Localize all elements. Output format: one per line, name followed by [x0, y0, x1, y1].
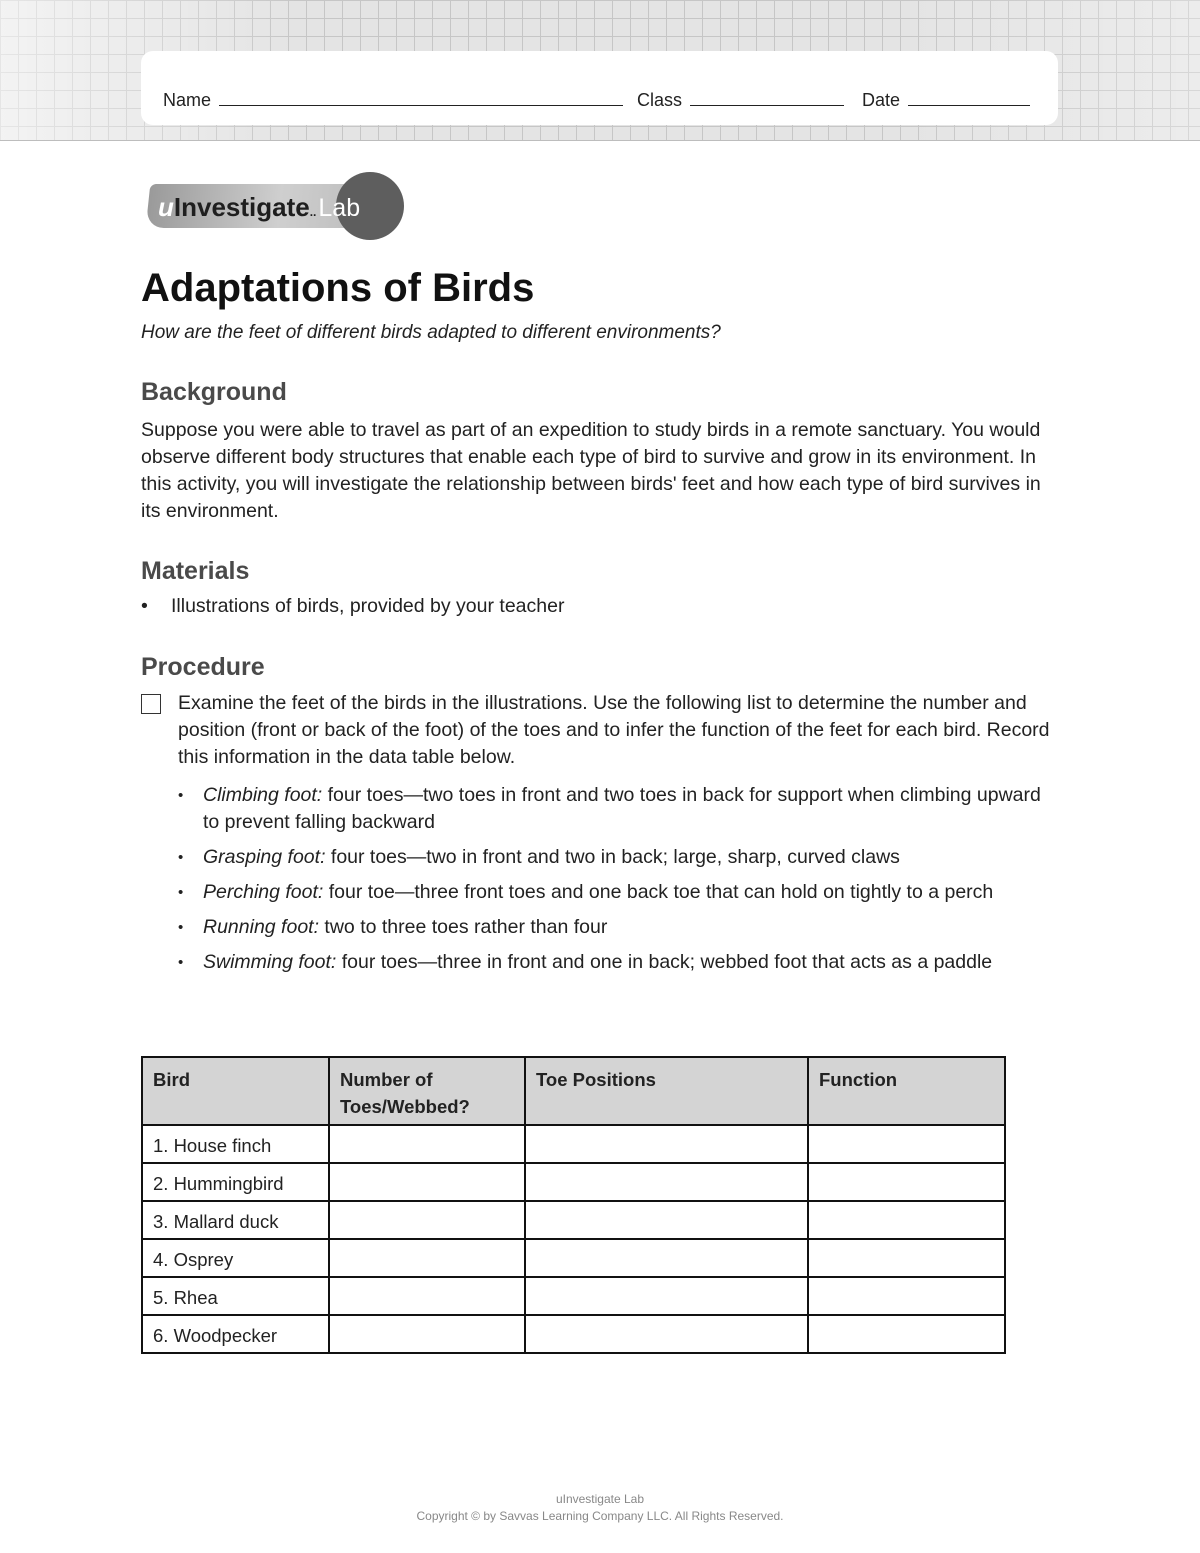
table-cell-toes[interactable] [329, 1125, 525, 1163]
table-cell-bird: 1. House finch [142, 1125, 329, 1163]
table-header-bird: Bird [142, 1057, 329, 1125]
table-cell-bird: 4. Osprey [142, 1239, 329, 1277]
table-cell-bird: 2. Hummingbird [142, 1163, 329, 1201]
table-header-positions: Toe Positions [525, 1057, 808, 1125]
table-cell-positions[interactable] [525, 1125, 808, 1163]
footer-lab-name: uInvestigate Lab [555, 1492, 645, 1506]
header-band [0, 0, 1200, 141]
table-cell-positions[interactable] [525, 1163, 808, 1201]
table-cell-function[interactable] [808, 1315, 1005, 1353]
table-cell-toes[interactable] [329, 1277, 525, 1315]
list-item: • Grasping foot: four toes—two in front and two in back; large, sharp, curved claws [178, 844, 1058, 871]
table-cell-function[interactable] [808, 1163, 1005, 1201]
materials-item: • Illustrations of birds, provided by your teacher [141, 595, 565, 617]
table-cell-positions[interactable] [525, 1315, 808, 1353]
table-cell-function[interactable] [808, 1201, 1005, 1239]
table-row [142, 1125, 1005, 1163]
table-header-row [142, 1057, 1005, 1125]
table-cell-function[interactable] [808, 1125, 1005, 1163]
table-cell-bird: 6. Woodpecker [142, 1315, 329, 1353]
table-cell-function[interactable] [808, 1239, 1005, 1277]
table-cell-bird: 5. Rhea [142, 1277, 329, 1315]
table-cell-bird: 3. Mallard duck [142, 1201, 329, 1239]
table-cell-positions[interactable] [525, 1239, 808, 1277]
procedure-step-checkbox[interactable] [141, 694, 161, 714]
table-cell-toes[interactable] [329, 1315, 525, 1353]
foot-types-list [178, 782, 1058, 984]
table-row [142, 1201, 1005, 1239]
table-header-function: Function [808, 1057, 1005, 1125]
table-cell-toes[interactable] [329, 1201, 525, 1239]
bird-data-table [141, 1056, 1006, 1354]
name-field-line[interactable] [219, 89, 623, 106]
procedure-heading: Procedure [141, 653, 265, 681]
list-item: • Climbing foot: four toes—two toes in front and two toes in back for support when climbing upward to prevent falling backward [178, 782, 1058, 836]
class-label: Class [637, 90, 683, 110]
date-field-line[interactable] [908, 89, 1030, 106]
footer-copyright: Copyright © by Savvas Learning Company LLC. All Rights Reserved. [416, 1509, 784, 1523]
table-cell-positions[interactable] [525, 1201, 808, 1239]
name-class-date-box [141, 51, 1058, 125]
class-field-line[interactable] [690, 89, 844, 106]
table-cell-positions[interactable] [525, 1277, 808, 1315]
materials-heading: Materials [141, 557, 250, 585]
table-row [142, 1315, 1005, 1353]
table-row [142, 1277, 1005, 1315]
date-label: Date [862, 90, 901, 110]
table-row [142, 1239, 1005, 1277]
name-class-date-row [163, 89, 1030, 111]
table-cell-toes[interactable] [329, 1239, 525, 1277]
list-item: • Swimming foot: four toes—three in front and one in back; webbed foot that acts as a paddle [178, 949, 1058, 976]
list-item: • Running foot: two to three toes rather than four [178, 914, 1058, 941]
guiding-question: How are the feet of different birds adapted to different environments? [141, 322, 721, 343]
background-heading: Background [141, 378, 287, 406]
page-title: Adaptations of Birds [141, 266, 535, 310]
table-row [142, 1163, 1005, 1201]
list-item: • Perching foot: four toe—three front toes and one back toe that can hold on tightly to a perch [178, 879, 1058, 906]
logo-text: uInvestigate..Lab [158, 192, 361, 222]
table-cell-toes[interactable] [329, 1163, 525, 1201]
page-footer [0, 1491, 1200, 1525]
name-label: Name [163, 90, 212, 110]
background-text: Suppose you were able to travel as part of an expedition to study birds in a remote sanctuary. You would observe different body structures that enable each type of bird to survive and grow in its environment. In this activity, you will investigate the relationship between birds' feet and how each type of bird survives in its environment. [141, 419, 1041, 522]
table-header-toes: Number of Toes/Webbed? [329, 1057, 525, 1125]
procedure-step-text: Examine the feet of the birds in the illustrations. Use the following list to determine the number and position (front or back of the foot) of the toes and to infer the function of the feet for each bird. Record this information in the data table below. [178, 692, 1050, 768]
uinvestigate-lab-logo [148, 172, 404, 242]
table-cell-function[interactable] [808, 1277, 1005, 1315]
